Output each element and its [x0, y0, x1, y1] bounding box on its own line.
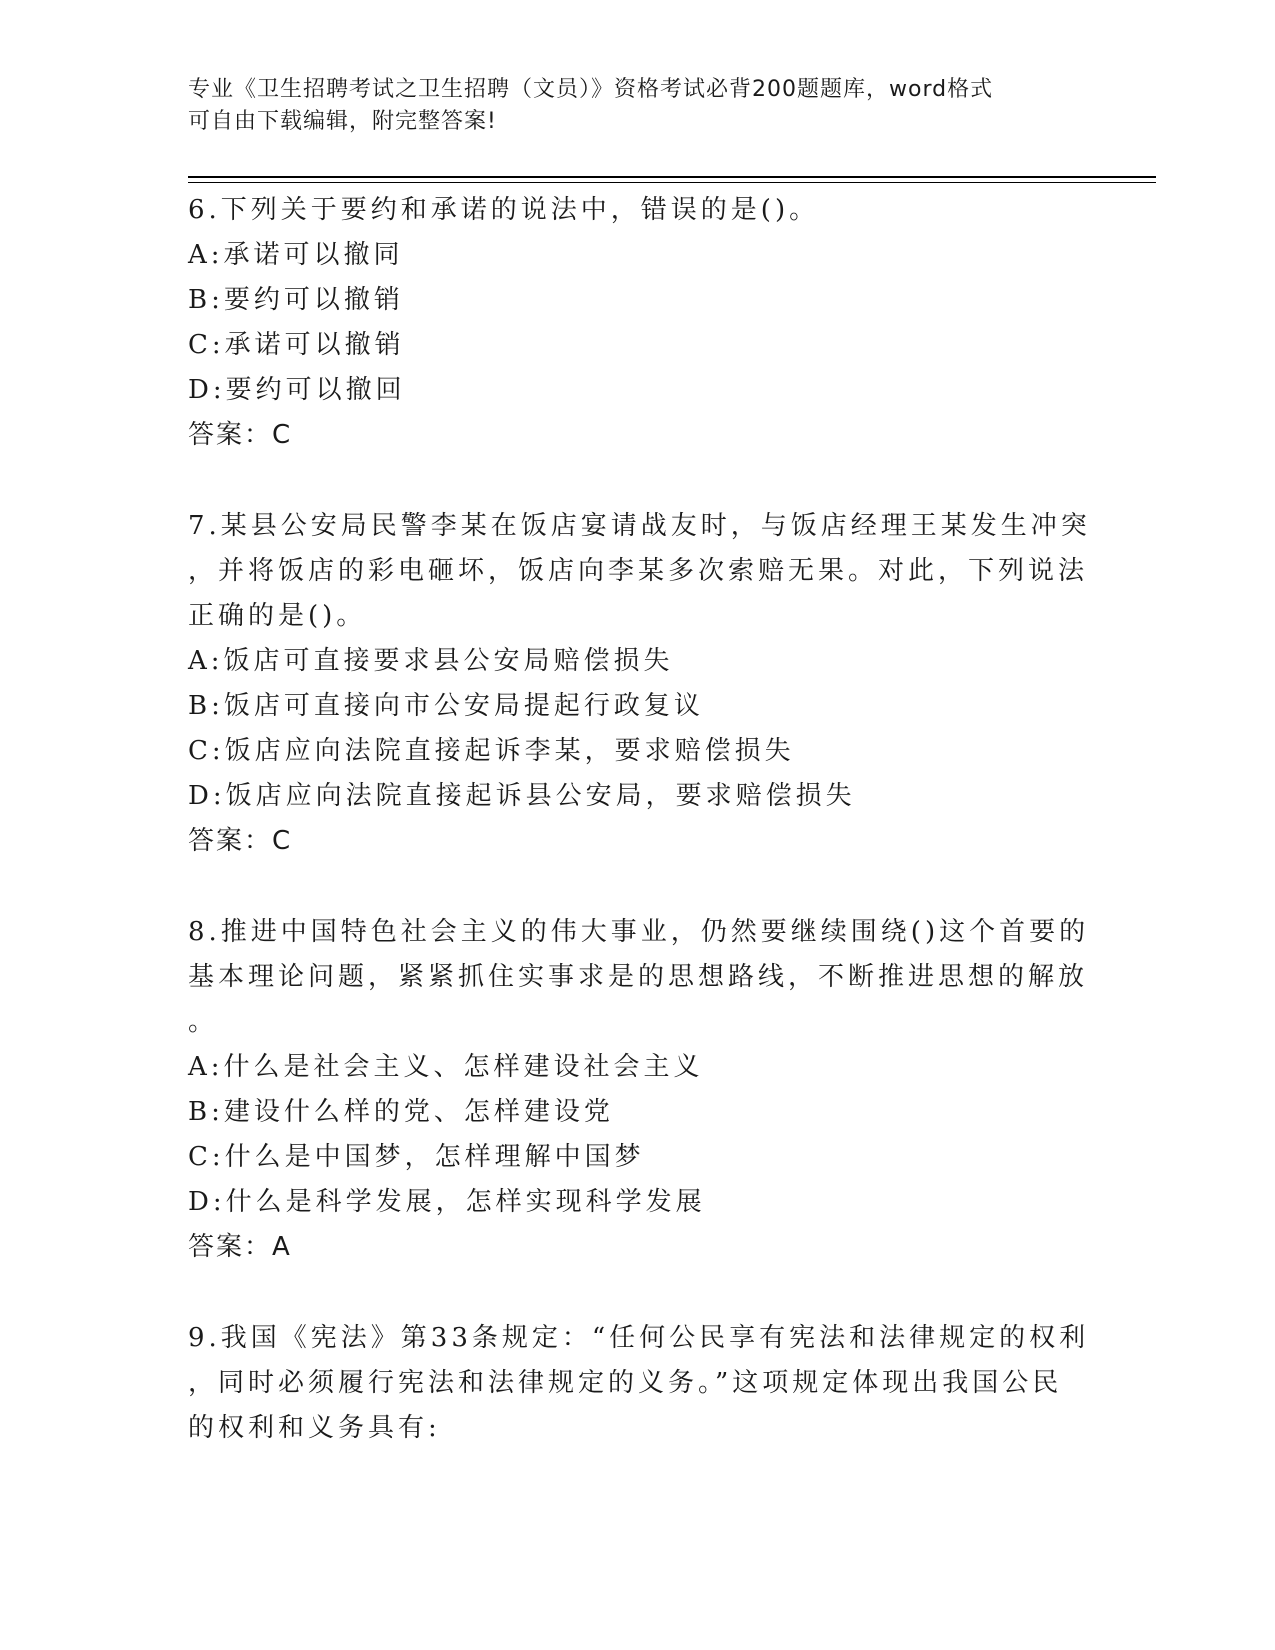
option-b: B:饭店可直接向市公安局提起行政复议 [188, 691, 704, 721]
option-d: D:要约可以撤回 [188, 375, 406, 405]
option-a: A:饭店可直接要求县公安局赔偿损失 [188, 646, 674, 676]
question-text: 正确的是()。 [188, 601, 367, 631]
question-text: 的权利和义务具有: [188, 1413, 441, 1443]
answer: 答案：C [188, 826, 293, 856]
answer: 答案：A [188, 1232, 292, 1262]
option-d: D:什么是科学发展，怎样实现科学发展 [188, 1187, 706, 1217]
question-text: 8.推进中国特色社会主义的伟大事业，仍然要继续围绕()这个首要的 [188, 917, 1090, 947]
question-text: ，并将饭店的彩电砸坏，饭店向李某多次索赔无果。对此，下列说法 [188, 556, 1089, 586]
option-c: C:饭店应向法院直接起诉李某，要求赔偿损失 [188, 736, 795, 766]
question-7 [188, 504, 1091, 864]
question-text: 7.某县公安局民警李某在饭店宴请战友时，与饭店经理王某发生冲突 [188, 511, 1091, 541]
header-line-2: 可自由下载编辑，附完整答案! [188, 109, 497, 134]
question-text: ，同时必须履行宪法和法律规定的义务。”这项规定体现出我国公民 [188, 1368, 1063, 1398]
document-header [188, 74, 1068, 138]
header-line-1: 专业《卫生招聘考试之卫生招聘（文员）》资格考试必背200题题库，word格式 [188, 77, 994, 102]
answer: 答案：C [188, 420, 293, 450]
question-list [188, 188, 1091, 1497]
header-rule-thin [188, 182, 1156, 183]
question-text: 基本理论问题，紧紧抓住实事求是的思想路线，不断推进思想的解放 [188, 962, 1089, 992]
question-9 [188, 1316, 1090, 1451]
option-c: C:什么是中国梦，怎样理解中国梦 [188, 1142, 645, 1172]
question-6 [188, 188, 1068, 458]
option-c: C:承诺可以撤销 [188, 330, 405, 360]
option-d: D:饭店应向法院直接起诉县公安局，要求赔偿损失 [188, 781, 856, 811]
question-text: 6.下列关于要约和承诺的说法中，错误的是()。 [188, 195, 820, 225]
question-text: 9.我国《宪法》第33条规定：“任何公民享有宪法和法律规定的权利 [188, 1323, 1090, 1353]
option-b: B:建设什么样的党、怎样建设党 [188, 1097, 614, 1127]
header-rule-thick [188, 176, 1156, 178]
option-b: B:要约可以撤销 [188, 285, 404, 315]
option-a: A:什么是社会主义、怎样建设社会主义 [188, 1052, 704, 1082]
question-8 [188, 910, 1090, 1270]
question-text: 。 [188, 1007, 219, 1037]
option-a: A:承诺可以撤同 [188, 240, 404, 270]
